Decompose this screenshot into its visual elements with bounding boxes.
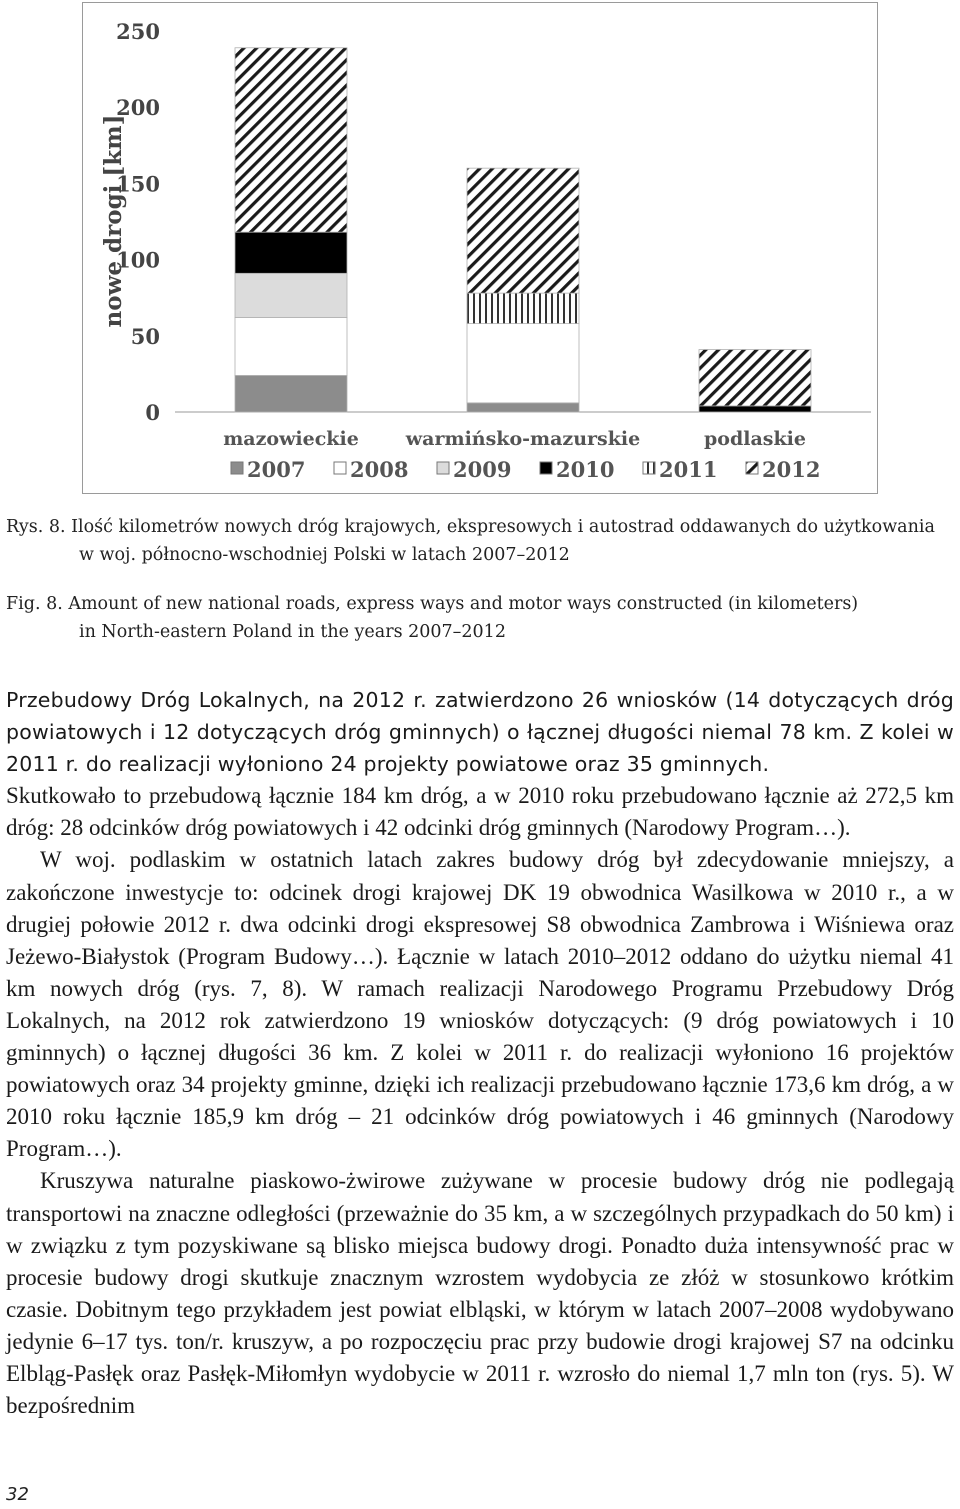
- figure-caption-pl: Rys. 8. Ilość kilometrów nowych dróg krajowych, ekspresowych i autostrad oddawanych do użytkowania: [6, 517, 935, 537]
- legend-swatch: [437, 462, 449, 474]
- legend-swatch: [643, 462, 655, 474]
- bar-segment: [467, 403, 579, 412]
- y-tick-label: 200: [116, 95, 160, 121]
- chart-frame: [82, 2, 878, 494]
- bar-segment: [467, 324, 579, 403]
- legend-label: 2010: [556, 457, 615, 482]
- body-text: [6, 684, 954, 1422]
- paragraph-4: Kruszywa naturalne piaskowo-żwirowe zużywane w procesie budowy dróg nie podlegają transportowi na znaczne odległości (przeważnie do 35 km, a w szczególnych przypadkach do 50 km) i w związku z tym pozyskiwane są blisko miejsca budowy drogi. Ponadto duża intensywność prac w procesie budowy drogi skutkuje znacznym wzrostem wydobycia ze złóż w stosunkowo krótkim czasie. Dobitnym tego przykładem jest powiat elbląski, w którym w latach 2007–2008 wydobywano jedynie 6–17 tys. ton/r. kruszyw, a po rozpoczęciu prac przy budowie drogi krajowej S7 na odcinku Elbląg-Pasłęk oraz Pasłęk-Miłomłyn wydobycie w 2011 r. wzrosło do niemal 1,7 mln ton (rys. 5). W bezpośrednim: [6, 1168, 954, 1419]
- bar-segment: [235, 273, 347, 317]
- figure-caption-pl-continued: w woj. północno-wschodniej Polski w latach 2007–2012: [79, 545, 570, 565]
- category-label: mazowieckie: [223, 428, 359, 450]
- legend-label: 2007: [247, 457, 306, 482]
- y-tick-label: 0: [145, 400, 160, 425]
- bar-segment: [235, 232, 347, 273]
- y-tick-label: 100: [116, 247, 160, 273]
- bar-segment: [467, 168, 579, 293]
- legend-swatch: [231, 462, 243, 474]
- paragraph-2: Skutkowało to przebudową łącznie 184 km dróg, a w 2010 roku przebudowano łącznie aż 272,5 km dróg: 28 odcinków dróg powiatowych i 42 odcinki dróg gminnych (Narodowy Program…).: [6, 783, 954, 841]
- y-tick-label: 250: [116, 19, 160, 44]
- legend-label: 2009: [453, 457, 512, 482]
- paragraph-1: Przebudowy Dróg Lokalnych, na 2012 r. zatwierdzono 26 wniosków (14 dotyczących dróg powiatowych i 12 dotyczących dróg gminnych) o łącznej długości niemal 78 km. Z kolei w 2011 r. do realizacji wyłoniono 24 projekty powiatowe oraz 35 gminnych.: [6, 688, 954, 777]
- legend-swatch: [540, 462, 552, 474]
- bar-segment: [235, 48, 347, 232]
- bar-segment: [235, 318, 347, 376]
- legend-swatch: [334, 462, 346, 474]
- category-label: warmińsko-mazurskie: [405, 428, 641, 450]
- figure-caption-en: Fig. 8. Amount of new national roads, express ways and motor ways constructed (in kilometers): [6, 594, 859, 614]
- bar-segment: [467, 293, 579, 323]
- legend-label: 2012: [762, 457, 821, 482]
- legend-label: 2008: [350, 457, 409, 482]
- category-label: podlaskie: [704, 428, 806, 450]
- legend-swatch: [746, 462, 758, 474]
- y-tick-label: 50: [130, 323, 160, 349]
- stacked-bar-chart: [83, 3, 879, 495]
- y-axis-label: nowe drogi [km]: [100, 114, 127, 328]
- figure-caption-en-continued: in North-eastern Poland in the years 2007–2012: [79, 622, 506, 642]
- legend-label: 2011: [659, 457, 718, 482]
- page-number: 32: [6, 1484, 29, 1505]
- bar-segment: [235, 375, 347, 412]
- y-tick-label: 150: [116, 171, 160, 197]
- bar-segment: [699, 406, 811, 412]
- bar-segment: [699, 350, 811, 406]
- paragraph-3: W woj. podlaskim w ostatnich latach zakres budowy dróg był zdecydowanie mniejszy, a zakończone inwestycje to: odcinek drogi krajowej DK 19 obwodnica Wasilkowa w 2010 r., a w drugiej połowie 2012 r. dwa odcinki drogi ekspresowej S8 obwodnica Zambrowa i Wiśniewa oraz Jeżewo-Białystok (Program Budowy…). Łącznie w latach 2010–2012 oddano do użytku niemal 41 km nowych dróg (rys. 7, 8). W ramach realizacji Narodowego Programu Przebudowy Dróg Lokalnych, na 2012 rok zatwierdzono 19 wniosków dotyczących: (9 dróg powiatowych i 10 gminnych) o łącznej długości 36 km. Z kolei w 2011 r. do realizacji wyłoniono 16 projektów powiatowych oraz 34 projekty gminne, dzięki ich realizacji przebudowano łącznie 173,6 km dróg, a w 2010 roku łącznie 185,9 km dróg – 21 odcinków dróg powiatowych i 46 gminnych (Narodowy Program…).: [6, 847, 954, 1162]
